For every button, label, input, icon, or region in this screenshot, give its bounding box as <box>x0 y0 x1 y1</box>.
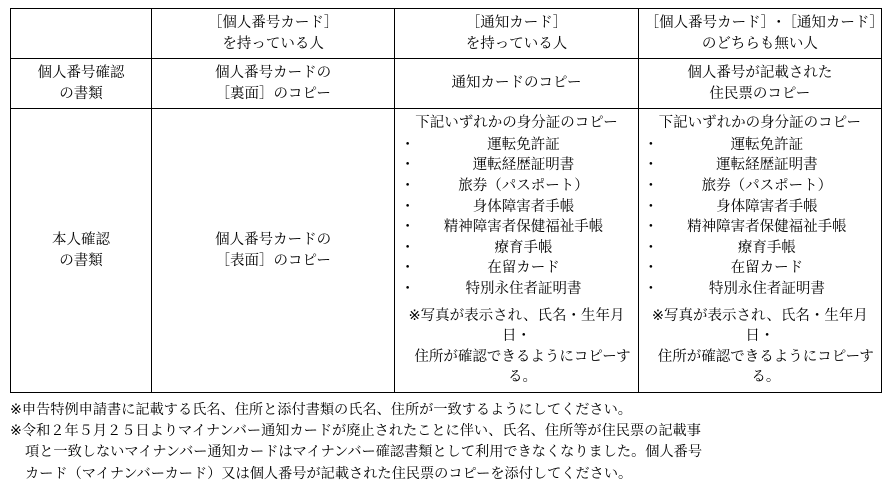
identity-note-notification-line1: ※写真が表示され、氏名・生年月日・ <box>408 307 625 345</box>
cell-identity-mynumber-card <box>152 109 395 393</box>
row-label-identity-confirmation <box>11 109 152 393</box>
list-item: ・ 特別永住者証明書 <box>401 279 631 300</box>
cell-identity-notification-card <box>395 109 638 393</box>
table-row-identity-confirmation <box>11 109 882 393</box>
list-item: ・ 運転経歴証明書 <box>401 155 631 176</box>
cell-identity-mynumber-card-line2: ［表面］のコピー <box>215 252 331 269</box>
header-col-neither-line2: のどちらも無い人 <box>701 35 818 52</box>
identity-note-notification-line3: る。 <box>507 369 537 386</box>
list-item: ・ 在留カード <box>645 258 875 279</box>
list-item: ・ 精神障害者保健福祉手帳 <box>401 217 631 238</box>
identity-note-notification <box>401 306 631 388</box>
identity-note-neither-line1: ※写真が表示され、氏名・生年月日・ <box>651 307 868 345</box>
cell-number-confirmation-neither-line2: 住民票のコピー <box>709 85 811 102</box>
row-label-number-confirmation-line1: 個人番号確認 <box>37 65 125 82</box>
row-label-number-confirmation-line2: の書類 <box>59 85 103 102</box>
identity-list-title-neither: 下記いずれかの身分証のコピー <box>658 115 862 132</box>
header-col-notification-card <box>395 9 638 59</box>
cell-number-confirmation-neither-line1: 個人番号が記載された <box>687 65 833 82</box>
header-col-neither <box>638 9 884 59</box>
identity-documents-table <box>10 8 882 393</box>
cell-number-confirmation-mynumber-card <box>152 59 395 109</box>
footnote-2 <box>10 421 882 485</box>
row-label-identity-confirmation-line1: 本人確認 <box>52 231 110 248</box>
list-item: ・ 運転経歴証明書 <box>645 155 875 176</box>
list-item: ・ 運転免許証 <box>645 135 875 156</box>
cell-number-confirmation-notification-card: 通知カードのコピー <box>395 59 638 109</box>
footnote-1-line1: ※申告特例申請書に記載する氏名、住所と添付書類の氏名、住所が一致するようにしてください。 <box>10 401 632 418</box>
list-item: ・ 療育手帳 <box>645 238 875 259</box>
footnote-2-line3: カード（マイナンバーカード）又は個人番号が記載された住民票のコピーを添付してください。 <box>25 465 633 482</box>
list-item: ・ 在留カード <box>401 258 631 279</box>
table-row-number-confirmation <box>11 59 882 109</box>
list-item: ・ 身体障害者手帳 <box>401 197 631 218</box>
list-item: ・ 精神障害者保健福祉手帳 <box>645 217 875 238</box>
identity-note-neither-line3: る。 <box>751 369 781 386</box>
list-item: ・ 療育手帳 <box>401 238 631 259</box>
header-col-neither-line1: ［個人番号カード］･［通知カード］ <box>644 15 884 31</box>
row-label-identity-confirmation-line2: の書類 <box>59 252 103 269</box>
identity-document-list-neither <box>645 135 875 300</box>
header-col-mynumber-card-line2: を持っている人 <box>222 35 324 52</box>
identity-document-list-notification <box>401 135 631 300</box>
cell-identity-neither <box>638 109 881 393</box>
header-col-notification-card-line1: ［通知カード］ <box>465 15 568 31</box>
footnote-2-line1: ※令和２年５月２５日よりマイナンバー通知カードが廃止されたことに伴い、氏名、住所等が住民票の記載事 <box>10 423 701 440</box>
header-col-mynumber-card-line1: ［個人番号カード］ <box>207 15 339 31</box>
list-item: ・ 旅券（パスポート） <box>401 176 631 197</box>
header-corner-cell <box>11 9 152 59</box>
header-col-notification-card-line2: を持っている人 <box>465 35 568 52</box>
cell-number-confirmation-mynumber-card-line1: 個人番号カードの <box>215 65 332 82</box>
identity-note-neither <box>645 306 875 388</box>
list-item: ・ 特別永住者証明書 <box>645 279 875 300</box>
list-item: ・ 運転免許証 <box>401 135 631 156</box>
list-item: ・ 身体障害者手帳 <box>645 197 875 218</box>
list-item: ・ 旅券（パスポート） <box>645 176 875 197</box>
footnote-1 <box>10 400 882 421</box>
cell-number-confirmation-neither <box>638 59 881 109</box>
footnotes <box>10 400 882 485</box>
header-col-mynumber-card <box>152 9 395 59</box>
row-label-number-confirmation <box>11 59 152 109</box>
cell-number-confirmation-mynumber-card-line2: ［裏面］のコピー <box>215 85 331 102</box>
identity-note-neither-line2: 住所が確認できるようにコピーす <box>657 348 874 365</box>
identity-note-notification-line2: 住所が確認できるようにコピーす <box>414 348 631 365</box>
table-header-row <box>11 9 882 59</box>
cell-identity-mynumber-card-line1: 個人番号カードの <box>215 231 332 248</box>
footnote-2-line2: 項と一致しないマイナンバー通知カードはマイナンバー確認書類として利用できなくなりました。個人番号 <box>25 444 703 461</box>
identity-list-title-notification: 下記いずれかの身分証のコピー <box>415 115 618 132</box>
